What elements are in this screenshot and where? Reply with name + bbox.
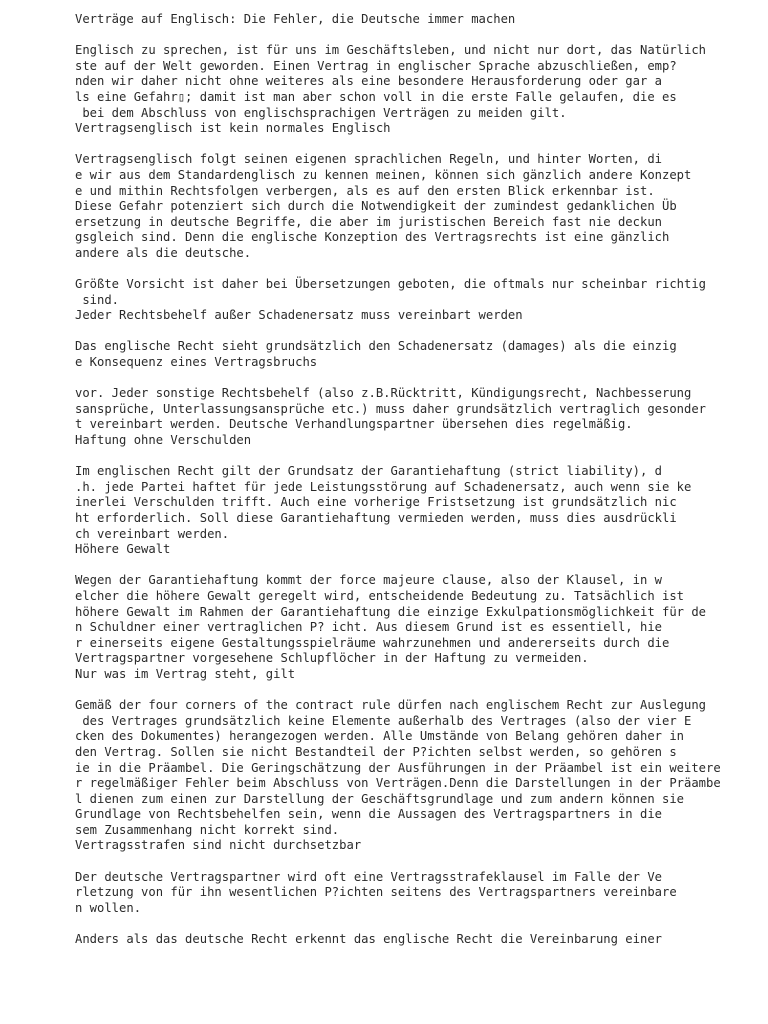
paragraph-spacer [75,683,755,699]
text-line: sem Zusammenhang nicht korrekt sind. [75,822,340,837]
document-page [75,12,755,948]
text-line: Im englischen Recht gilt der Grundsatz der Garantiehaftung (strict liability), d [75,464,662,479]
closing-paragraph [75,932,755,948]
text-line: Grundlage von Rechtsbehelfen sein, wenn die Aussagen des Vertragspartners in die [75,807,662,822]
paragraph-spacer [75,449,755,465]
text-line: n wollen. [75,900,142,915]
text-line: Das englische Recht sieht grundsätzlich den Schadenersatz (damages) als die einzig [75,339,677,354]
text-line: e wir aus dem Standardenglisch zu kennen meinen, können sich gänzlich andere Konzept [75,167,692,182]
intro-paragraph [75,43,755,137]
text-line: Haftung ohne Verschulden [75,433,252,448]
text-line: ht erforderlich. Soll diese Garantiehaftung vermieden werden, muss dies ausdrückli [75,511,677,525]
vertragsstrafe-paragraph [75,870,755,917]
text-line: Anders als das deutsche Recht erkennt das englische Recht die Vereinbarung einer [75,932,662,947]
text-line: vor. Jeder sonstige Rechtsbehelf (also z.B.Rücktritt, Kündigungsrecht, Nachbesserung [75,386,692,401]
hoehere-gewalt-paragraph [75,573,755,682]
paragraph-spacer [75,137,755,153]
text-line: sind. [75,292,120,307]
schadenersatz-paragraph [75,339,755,370]
text-line: ie in die Präambel. Die Geringschätzung der Ausführungen in der Präambel ist ein weitere [75,760,721,775]
paragraph-spacer [75,854,755,870]
text-line: Vertragsstrafen sind nicht durchsetzbar [75,838,362,853]
text-line: r regelmäßiger Fehler beim Abschluss von Verträgen.Denn die Darstellungen in der Präambe [75,776,721,791]
text-line: ste auf der Welt geworden. Einen Vertrag in englischer Sprache abzuschließen, emp? [75,58,677,73]
text-line: Jeder Rechtsbehelf außer Schadenersatz muss vereinbart werden [75,308,523,323]
garantiehaftung-paragraph [75,464,755,558]
text-line: inerlei Verschulden trifft. Auch eine vorherige Fristsetzung ist grundsätzlich nic [75,495,677,510]
paragraph-spacer [75,558,755,574]
text-line: l dienen zum einen zur Darstellung der Geschäftsgrundlage und zum andern können sie [75,791,685,806]
text-line: des Vertrages grundsätzlich keine Elemente außerhalb des Vertrages (also der vier E [75,713,692,728]
text-line: n Schuldner einer vertraglichen P? icht. Aus diesem Grund ist es essentiell, hie [75,620,662,635]
text-line: nden wir daher nicht ohne weiteres als eine besondere Herausforderung oder gar a [75,74,662,89]
doc-title [75,12,755,28]
rechtsbehelf-paragraph [75,386,755,448]
text-line: Größte Vorsicht ist daher bei Übersetzungen geboten, die oftmals nur scheinbar richtig [75,277,707,292]
text-line: .h. jede Partei haftet für jede Leistungsstörung auf Schadenersatz, auch wenn sie ke [75,479,692,494]
text-line: cken des Dokumentes) herangezogen werden. Alle Umstände von Belang gehören daher in [75,729,685,744]
text-line: bei dem Abschluss von englischsprachigen Verträgen zu meiden gilt. [75,105,567,120]
paragraph-spacer [75,371,755,387]
text-line: ls eine Gefahr▯; damit ist man aber schon voll in die erste Falle gelaufen, die es [75,89,677,104]
text-line: Vertragsenglisch ist kein normales Englisch [75,121,391,136]
text-line: den Vertrag. Sollen sie nicht Bestandteil der P?ichten selbst werden, so gehören s [75,744,677,759]
text-line: ersetzung in deutsche Begriffe, die aber im juristischen Bereich fast nie deckun [75,214,662,229]
four-corners-paragraph [75,698,755,854]
text-line: Diese Gefahr potenziert sich durch die Notwendigkeit der zumindest gedanklichen Üb [75,199,677,214]
text-line: sansprüche, Unterlassungsansprüche etc.) muss daher grundsätzlich vertraglich gesonder [75,401,707,416]
paragraph-spacer [75,324,755,340]
text-line: e und mithin Rechtsfolgen verbergen, als es auf den ersten Blick erkennbar ist. [75,183,655,198]
text-line: Wegen der Garantiehaftung kommt der force majeure clause, also der Klausel, in w [75,573,662,588]
paragraph-spacer [75,28,755,44]
vorsicht-paragraph [75,277,755,324]
text-line: Nur was im Vertrag steht, gilt [75,666,296,681]
text-line: Der deutsche Vertragspartner wird oft eine Vertragsstrafeklausel im Falle der Ve [75,869,662,884]
text-line: elcher die höhere Gewalt geregelt wird, entscheidende Bedeutung zu. Tatsächlich ist [75,588,685,603]
paragraph-spacer [75,262,755,278]
text-line: Vertragsenglisch folgt seinen eigenen sprachlichen Regeln, und hinter Worten, di [75,152,662,167]
vertragsenglisch-paragraph [75,152,755,261]
text-line: Vertragspartner vorgesehene Schlupflöcher in der Haftung zu vermeiden. [75,651,589,666]
text-line: ch vereinbart werden. [75,526,230,541]
text-line: Höhere Gewalt [75,542,171,557]
text-line: andere als die deutsche. [75,245,252,260]
text-line: rletzung von für ihn wesentlichen P?ichten seitens des Vertragspartners vereinbare [75,885,677,900]
text-line: e Konsequenz eines Vertragsbruchs [75,355,318,370]
text-line: Englisch zu sprechen, ist für uns im Geschäftsleben, und nicht nur dort, das Natürlich [75,43,707,58]
text-line: Verträge auf Englisch: Die Fehler, die Deutsche immer machen [75,12,516,26]
text-line: höhere Gewalt im Rahmen der Garantiehaftung die einzige Exkulpationsmöglichkeit für de [75,604,707,619]
text-line: gsgleich sind. Denn die englische Konzeption des Vertragsrechts ist eine gänzlich [75,230,670,245]
paragraph-spacer [75,916,755,932]
text-line: r einerseits eigene Gestaltungsspielräume wahrzunehmen und andererseits durch die [75,635,670,650]
text-line: Gemäß der four corners of the contract rule dürfen nach englischem Recht zur Auslegung [75,698,707,713]
text-line: t vereinbart werden. Deutsche Verhandlungspartner übersehen dies regelmäßig. [75,417,633,432]
